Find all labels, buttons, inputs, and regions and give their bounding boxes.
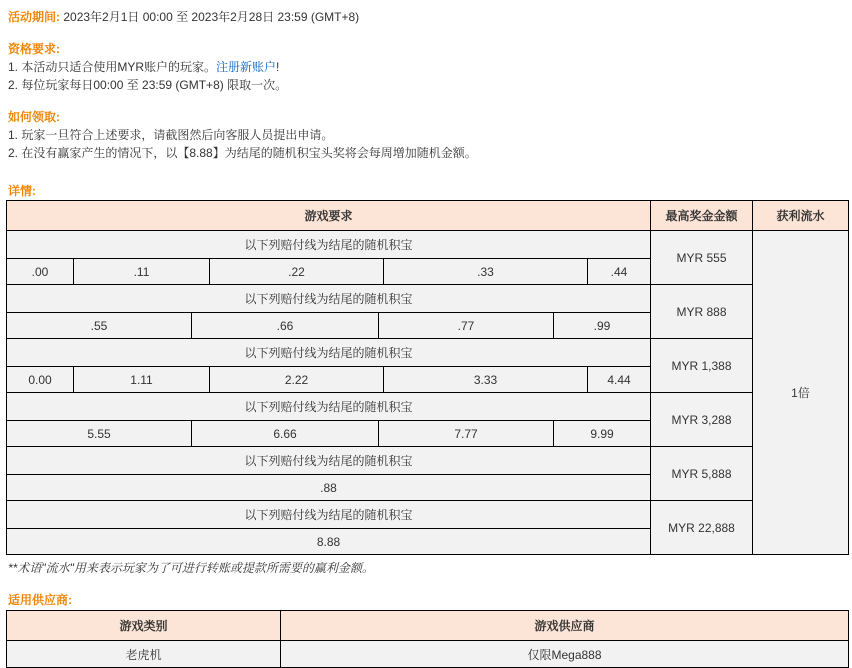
col-header-game-provider: 游戏供应商	[281, 611, 849, 641]
payline-cell: .99	[593, 318, 611, 333]
payline-cell: .22	[210, 259, 384, 284]
paylines-row	[7, 475, 651, 501]
paylines-row	[7, 421, 651, 447]
subtitle-cell: 以下列赔付线为结尾的随机积宝	[7, 501, 651, 529]
table-row	[7, 285, 849, 313]
col-header-turnover: 获利流水	[753, 201, 849, 231]
subtitle-cell: 以下列赔付线为结尾的随机积宝	[7, 339, 651, 367]
subtitle-cell: 以下列赔付线为结尾的随机积宝	[7, 447, 651, 475]
payline-cell: 5.55	[7, 421, 192, 446]
payline-cell: 9.99	[590, 426, 614, 441]
turnover-footnote: **术语"流水"用来表示玩家为了可进行转账或提款所需要的赢利金额。	[8, 561, 374, 575]
col-header-game-requirement: 游戏要求	[7, 201, 651, 231]
details-table	[6, 200, 849, 555]
table-row	[7, 339, 849, 367]
register-link[interactable]: 注册新账户	[216, 60, 277, 74]
howto-heading: 如何领取:	[8, 110, 60, 124]
prize-cell: MYR 5,888	[651, 447, 753, 501]
col-header-game-category: 游戏类别	[7, 611, 281, 641]
turnover-cell: 1倍	[753, 231, 849, 555]
howto-item-1: 1. 玩家一旦符合上述要求，请截图然后向客服人员提出申请。	[8, 128, 334, 142]
payline-cell: .00	[7, 259, 74, 284]
payline-cell: 4.44	[607, 372, 631, 387]
providers-heading: 适用供应商:	[8, 593, 72, 607]
payline-cell: 7.77	[379, 421, 554, 446]
payline-cell: .11	[74, 259, 210, 284]
eligibility-item-2: 2. 每位玩家每日00:00 至 23:59 (GMT+8) 限取一次。	[8, 78, 288, 92]
table-row	[7, 447, 849, 475]
payline-cell: .33	[384, 259, 588, 284]
payline-cell: .77	[379, 313, 554, 338]
table-row	[7, 641, 849, 668]
subtitle-cell: 以下列赔付线为结尾的随机积宝	[7, 231, 651, 259]
prize-cell: MYR 22,888	[651, 501, 753, 555]
payline-cell: 2.22	[210, 367, 384, 392]
period-value: 2023年2月1日 00:00 至 2023年2月28日 23:59 (GMT+8)	[63, 10, 360, 24]
payline-cell: .66	[192, 313, 379, 338]
table-row	[7, 501, 849, 529]
subtitle-cell: 以下列赔付线为结尾的随机积宝	[7, 285, 651, 313]
prize-cell: MYR 3,288	[651, 393, 753, 447]
details-table-header-row	[7, 201, 849, 231]
details-heading: 详情:	[8, 184, 36, 198]
promo-period-line	[0, 0, 852, 26]
paylines-row	[7, 259, 651, 285]
providers-header-row	[7, 611, 849, 641]
prize-cell: MYR 1,388	[651, 339, 753, 393]
table-row	[7, 231, 849, 259]
payline-cell: .44	[610, 264, 628, 279]
eligibility-item-1	[0, 58, 852, 76]
paylines-row	[7, 313, 651, 339]
payline-cell: 1.11	[74, 367, 210, 392]
subtitle-cell: 以下列赔付线为结尾的随机积宝	[7, 393, 651, 421]
payline-cell: 6.66	[192, 421, 379, 446]
eligibility-heading: 资格要求:	[8, 42, 60, 56]
period-label: 活动期间:	[8, 10, 60, 24]
prize-cell: MYR 888	[651, 285, 753, 339]
providers-table	[6, 610, 849, 668]
col-header-max-prize: 最高奖金金额	[651, 201, 753, 231]
eligibility-item-1-suffix: !	[276, 60, 280, 74]
table-row	[7, 393, 849, 421]
payline-cell: 0.00	[7, 367, 74, 392]
provider-category-cell: 老虎机	[7, 641, 281, 668]
payline-cell: 8.88	[316, 534, 341, 549]
eligibility-item-1-text: 1. 本活动只适合使用MYR账户的玩家。	[8, 60, 217, 74]
paylines-row	[7, 367, 651, 393]
payline-cell: .55	[7, 313, 192, 338]
paylines-row	[7, 529, 651, 555]
payline-cell: 3.33	[384, 367, 588, 392]
payline-cell: .88	[320, 480, 337, 495]
provider-name-cell: 仅限Mega888	[281, 641, 849, 668]
howto-item-2: 2. 在没有赢家产生的情况下，以【8.88】为结尾的随机积宝头奖将会每周增加随机金额。	[8, 146, 477, 160]
prize-cell: MYR 555	[651, 231, 753, 285]
